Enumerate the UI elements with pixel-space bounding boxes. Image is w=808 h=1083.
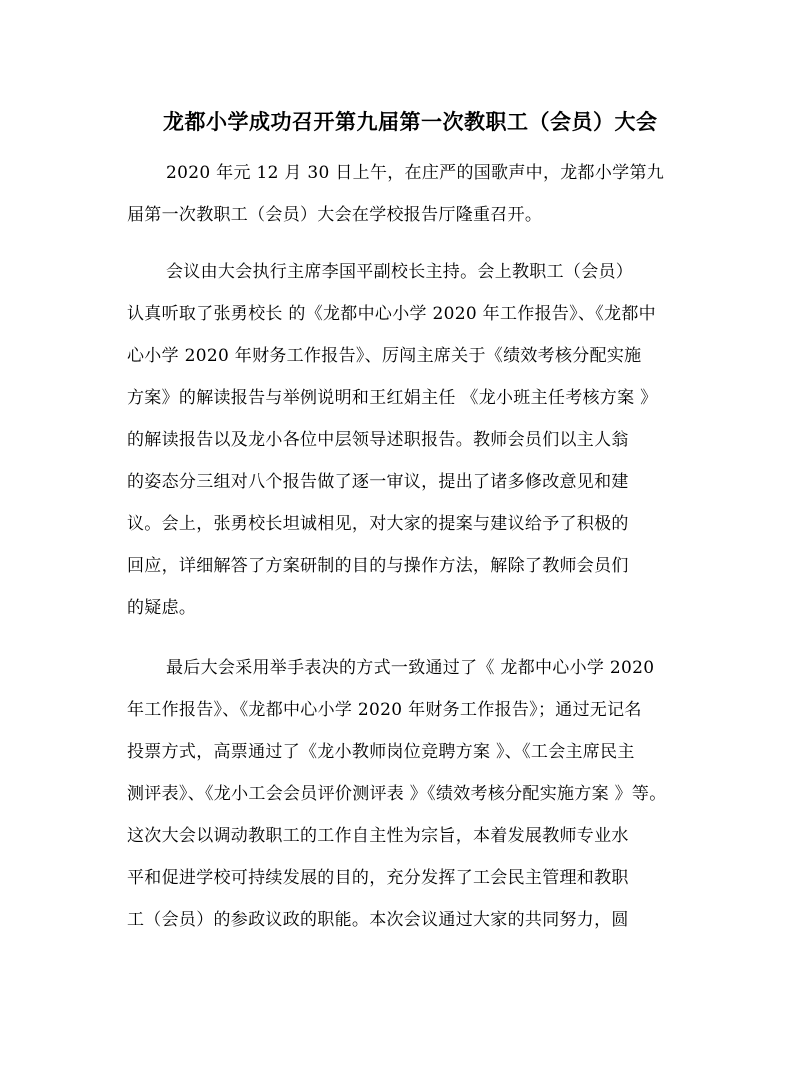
paragraph-3-line-5: 这次大会以调动教职工的工作自主性为宗旨，本着发展教师专业水 [127,826,629,846]
paragraph-2-line-1: 会议由大会执行主席李国平副校长主持。会上教职工（会员） [166,262,634,282]
paragraph-2-line-7: 议。会上，张勇校长坦诚相见，对大家的提案与建议给予了积极的 [127,514,629,534]
paragraph-2-line-4: 方案》的解读报告与举例说明和王红娟主任 《龙小班主任考核方案 》 [127,388,658,408]
paragraph-2-line-6: 的姿态分三组对八个报告做了逐一审议，提出了诸多修改意见和建 [127,472,629,492]
paragraph-2-line-2: 认真听取了张勇校长 的《龙都中心小学 2020 年工作报告》、《龙都中 [127,304,656,324]
paragraph-3-line-1: 最后大会采用举手表决的方式一致通过了《 龙都中心小学 2020 [166,658,655,678]
paragraph-3-line-3: 投票方式，高票通过了《龙小教师岗位竞聘方案 》、《工会主席民主 [127,742,635,762]
paragraph-3-line-6: 平和促进学校可持续发展的目的，充分发挥了工会民主管理和教职 [127,868,629,888]
paragraph-2-line-8: 回应，详细解答了方案研制的目的与操作方法，解除了教师会员们 [127,556,629,576]
paragraph-2-line-9: 的疑虑。 [127,598,197,618]
paragraph-2-line-5: 的解读报告以及龙小各位中层领导述职报告。教师会员们以主人翁 [127,430,629,450]
paragraph-2-line-3: 心小学 2020 年财务工作报告》、厉闯主席关于《绩效考核分配实施 [127,346,642,366]
paragraph-1-line-1: 2020 年元 12 月 30 日上午，在庄严的国歌声中，龙都小学第九 [166,163,665,183]
paragraph-1-line-2: 届第一次教职工（会员）大会在学校报告厅隆重召开。 [127,205,543,225]
paragraph-3-line-2: 年工作报告》、《龙都中心小学 2020 年财务工作报告》；通过无记名 [127,700,642,720]
paragraph-3-line-4: 测评表》、《龙小工会会员评价测评表 》《绩效考核分配实施方案 》等。 [127,784,667,804]
document-title: 龙都小学成功召开第九届第一次教职工（会员）大会 [163,109,658,134]
paragraph-3-line-7: 工（会员）的参政议政的职能。本次会议通过大家的共同努力，圆 [127,910,629,930]
